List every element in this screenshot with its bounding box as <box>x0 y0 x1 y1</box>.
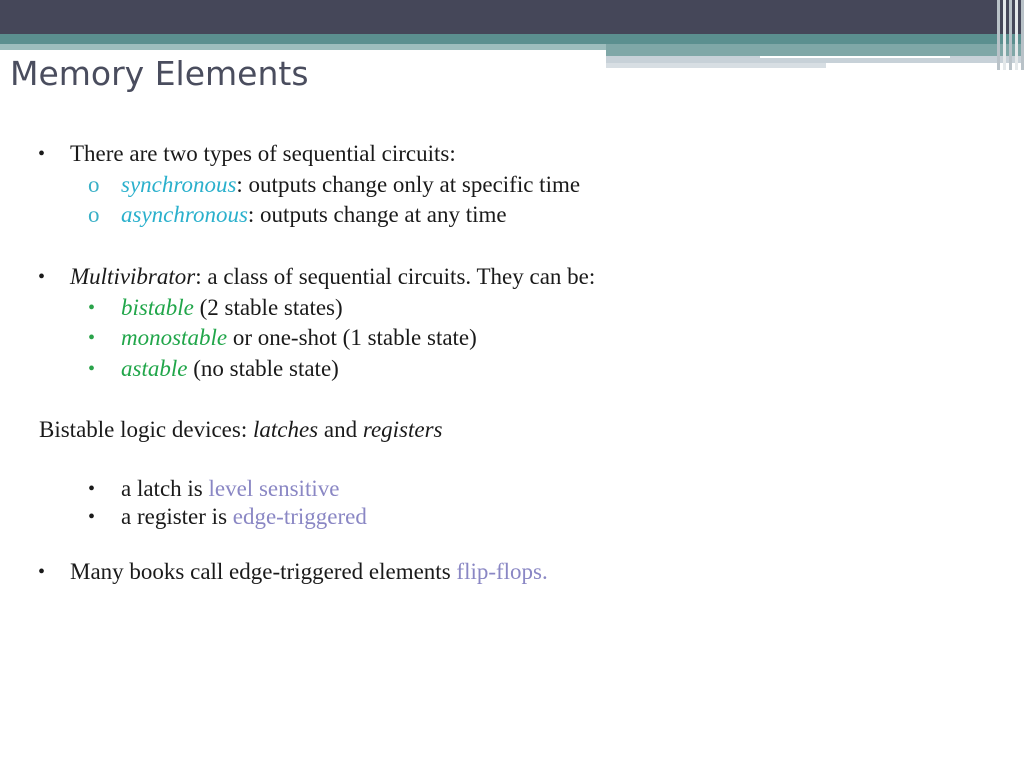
sub-bullet-register: a register is edge-triggered <box>121 504 367 529</box>
bullet-multivibrator: Multivibrator: a class of sequential circuits. They can be: <box>70 264 596 289</box>
bullet-dot: • <box>38 266 46 288</box>
term-monostable: monostable <box>121 325 228 350</box>
sub-bullet-dot: • <box>88 297 96 319</box>
term-flip-flops: flip-flops. <box>456 559 548 584</box>
term-synchronous: synchronous <box>121 172 237 197</box>
term-multivibrator: Multivibrator <box>70 264 196 289</box>
sub-bullet-monostable: monostable or one-shot (1 stable state) <box>121 325 477 350</box>
sub-bullet-dot: • <box>88 478 96 500</box>
term-level-sensitive: level sensitive <box>208 476 340 501</box>
term-bistable: bistable <box>121 295 194 320</box>
sub-bullet-dot: • <box>88 506 96 528</box>
sub-bullet-astable: astable (no stable state) <box>121 356 339 381</box>
sub-bullet-dot: • <box>88 327 96 349</box>
sub-bullet-dot: • <box>88 358 96 380</box>
bullet-sequential-types: There are two types of sequential circuits: <box>70 141 456 166</box>
term-asynchronous: asynchronous <box>121 202 248 227</box>
sub-bullet-synchronous: synchronous: outputs change only at specific time <box>121 172 581 197</box>
term-latches: latches <box>252 417 319 442</box>
paragraph-bistable-devices: Bistable logic devices: latches and registers <box>39 417 443 442</box>
sub-bullet-latch: a latch is level sensitive <box>121 476 340 501</box>
term-registers: registers <box>362 417 443 442</box>
term-edge-triggered: edge-triggered <box>232 504 367 529</box>
slide-title: Memory Elements <box>10 54 309 93</box>
term-astable: astable <box>121 356 188 381</box>
bullet-dot: • <box>38 561 46 583</box>
sub-bullet-asynchronous: asynchronous: outputs change at any time <box>121 202 507 227</box>
sub-bullet-o: o <box>88 202 100 227</box>
bullet-flip-flops: Many books call edge-triggered elements flip-flops. <box>70 559 548 584</box>
bullet-dot: • <box>38 143 46 165</box>
sub-bullet-o: o <box>88 172 100 197</box>
sub-bullet-bistable: bistable (2 stable states) <box>121 295 343 320</box>
